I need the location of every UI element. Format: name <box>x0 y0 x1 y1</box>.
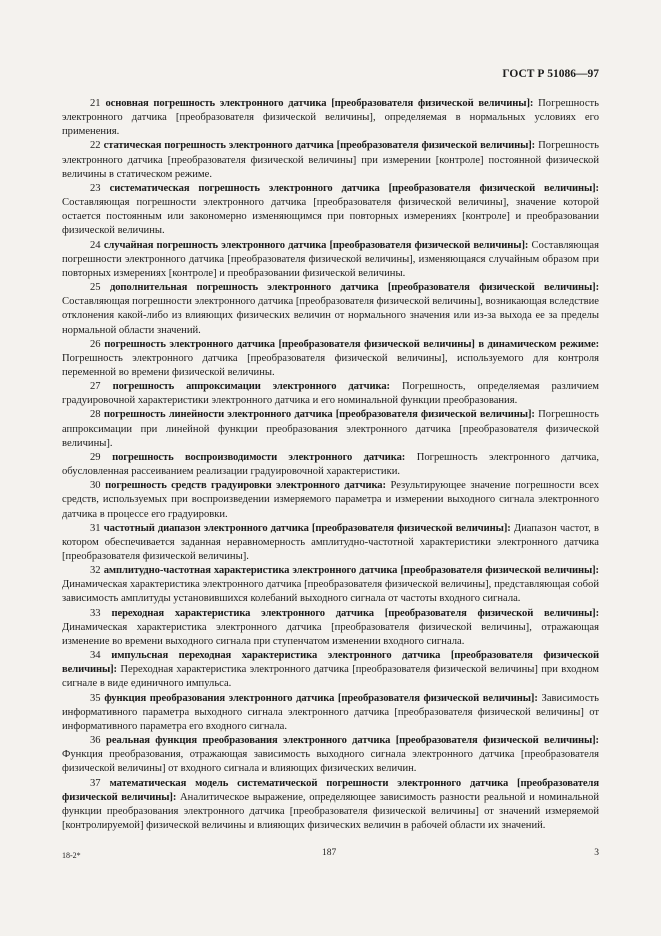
term-definition: Результирующее значение погрешности всех средств, используемых при воспроизведении измеряемого параметра и измерении выходного сигнала электронного датчика в процессе его градуировки. <box>62 480 599 520</box>
term-number: 29 <box>90 451 101 463</box>
term-number: 26 <box>90 338 101 350</box>
term-number: 30 <box>90 480 101 492</box>
term-title: амплитудно-частотная характеристика электронного датчика [преобразователя физической величины]: <box>103 565 599 577</box>
term-definition: Аналитическое выражение, определяющее зависимость разности реальной и номинальной функции преобразования электронного датчика [преобразователя физической величины] от значений измеряемой [контролируемой] физической величины и влияющих физических величин в рабочей области их значений. <box>62 791 599 831</box>
term-title: погрешность линейности электронного датчика [преобразователя физической величины]: <box>103 409 535 421</box>
terms-body <box>62 97 599 833</box>
term-title: статическая погрешность электронного датчика [преобразователя физической величины]: <box>103 140 536 152</box>
term-title: систематическая погрешность электронного датчика [преобразователя физической величины]: <box>109 182 599 194</box>
term-number: 27 <box>90 381 101 393</box>
term-title: реальная функция преобразования электронного датчика [преобразователя физической величины]: <box>106 735 599 747</box>
term-definition: Погрешность электронного датчика, обусловленная рассеиванием реализации градуировочной характеристики. <box>62 451 599 478</box>
term-title: дополнительная погрешность электронного датчика [преобразователя физической величины]: <box>109 282 599 294</box>
term-number: 28 <box>90 409 101 421</box>
term-title: погрешность аппроксимации электронного датчика: <box>112 381 390 393</box>
term-number: 32 <box>90 565 101 577</box>
term-definition: Переходная характеристика электронного датчика [преобразователя физической величины] при входном сигнале в виде единичного импульса. <box>62 664 599 690</box>
term-number: 37 <box>90 777 101 789</box>
term-title: переходная характеристика электронного датчика [преобразователя физической величины]: <box>111 607 599 619</box>
document-code: ГОСТ Р 51086—97 <box>502 68 599 80</box>
term-30 <box>62 479 599 521</box>
term-number: 34 <box>90 650 101 662</box>
term-26 <box>62 338 599 380</box>
page-number-center: 187 <box>322 848 337 858</box>
sheet-mark: 18-2* <box>62 851 81 860</box>
term-27 <box>62 380 599 408</box>
term-31 <box>62 522 599 564</box>
term-definition: Составляющая погрешности электронного датчика [преобразователя физической величины], изменяющаяся случайным образом при повторных измерениях [контроле] и преобразовании физической величины. <box>62 239 599 279</box>
term-35 <box>62 692 599 734</box>
term-title: основная погрешность электронного датчика [преобразователя физической величины]: <box>105 98 534 109</box>
term-definition: Функция преобразования, отражающая зависимость выходного сигнала электронного датчика [преобразователя физической величины] от входного сигнала и влияющих физических величин. <box>62 749 599 775</box>
term-definition: Погрешность электронного датчика [преобразователя физической величины], используемого для контроля переменной во времени физической величины. <box>62 352 599 378</box>
term-definition: Динамическая характеристика электронного датчика [преобразователя физической величины], отражающая изменение во времени выходного сигнала при ступенчатом изменении входного сигнала. <box>62 621 599 647</box>
term-number: 33 <box>90 607 101 619</box>
term-definition: Погрешность электронного датчика [преобразователя физической величины], определяемая в нормальных условиях его применения. <box>62 98 600 138</box>
term-number: 35 <box>90 692 101 704</box>
term-title: погрешность средств градуировки электронного датчика: <box>105 480 386 492</box>
term-32 <box>62 564 599 606</box>
term-title: случайная погрешность электронного датчика [преобразователя физической величины]: <box>103 239 529 251</box>
term-number: 24 <box>90 239 101 251</box>
term-number: 31 <box>90 522 101 534</box>
term-title: частотный диапазон электронного датчика [преобразователя физической величины]: <box>103 522 511 534</box>
term-definition: Погрешность, определяемая различием градуировочной характеристики электронного датчика и его номинальной функции преобразования. <box>62 381 599 407</box>
term-22 <box>62 139 599 181</box>
term-definition: Зависимость информативного параметра выходного сигнала электронного датчика [преобразователя физической величины] от информативного параметра его входного сигнала. <box>62 692 599 732</box>
term-33 <box>62 607 599 649</box>
term-36 <box>62 734 599 776</box>
term-25 <box>62 281 599 338</box>
term-37 <box>62 777 599 834</box>
term-title: погрешность электронного датчика [преобразователя физической величины] в динамическом режиме: <box>104 338 599 350</box>
term-number: 21 <box>90 98 101 109</box>
term-definition: Составляющая погрешности электронного датчика [преобразователя физической величины], возникающая вследствие отклонения какой-либо из влияющих физических величин от нормального значения или из-за выхода ее за пределы нормальной области значений. <box>62 296 599 336</box>
term-definition: Погрешность электронного датчика [преобразователя физической величины] при измерении [контроле] постоянной физической величины в статическом режиме. <box>62 140 599 180</box>
term-number: 36 <box>90 735 101 747</box>
term-definition: Составляющая погрешности электронного датчика [преобразователя физической величины], значение которой остается постоянным или закономерно изменяющимся при повторных измерениях [контроле] и преобразовании физической величины. <box>62 197 599 237</box>
term-28 <box>62 408 599 450</box>
term-title: функция преобразования электронного датчика [преобразователя физической величины]: <box>104 692 538 704</box>
term-29 <box>62 451 599 479</box>
term-34 <box>62 649 599 691</box>
term-title: импульсная переходная характеристика электронного датчика [преобразователя физической величины]: <box>62 650 599 676</box>
term-definition: Динамическая характеристика электронного датчика [преобразователя физической величины], представляющая собой зависимость амплитуды установившихся колебаний выходного сигнала от частоты входного сигнала. <box>62 579 599 605</box>
term-number: 25 <box>90 282 101 294</box>
term-definition: Погрешность аппроксимации при линейной функции преобразования электронного датчика [преобразователя физической величины]. <box>62 409 599 449</box>
term-number: 23 <box>90 182 101 194</box>
term-23 <box>62 182 599 239</box>
term-number: 22 <box>90 140 101 152</box>
term-title: погрешность воспроизводимости электронного датчика: <box>112 451 406 463</box>
term-24 <box>62 239 599 281</box>
page-number-right: 3 <box>594 848 599 858</box>
term-definition: Диапазон частот, в котором обеспечивается заданная неравномерность амплитудно-частотной характеристики электронного датчика [преобразователя физической величины]. <box>62 522 599 562</box>
term-21 <box>62 97 599 139</box>
term-title: математическая модель систематической погрешности электронного датчика [преобразователя физической величины]: <box>62 777 600 803</box>
